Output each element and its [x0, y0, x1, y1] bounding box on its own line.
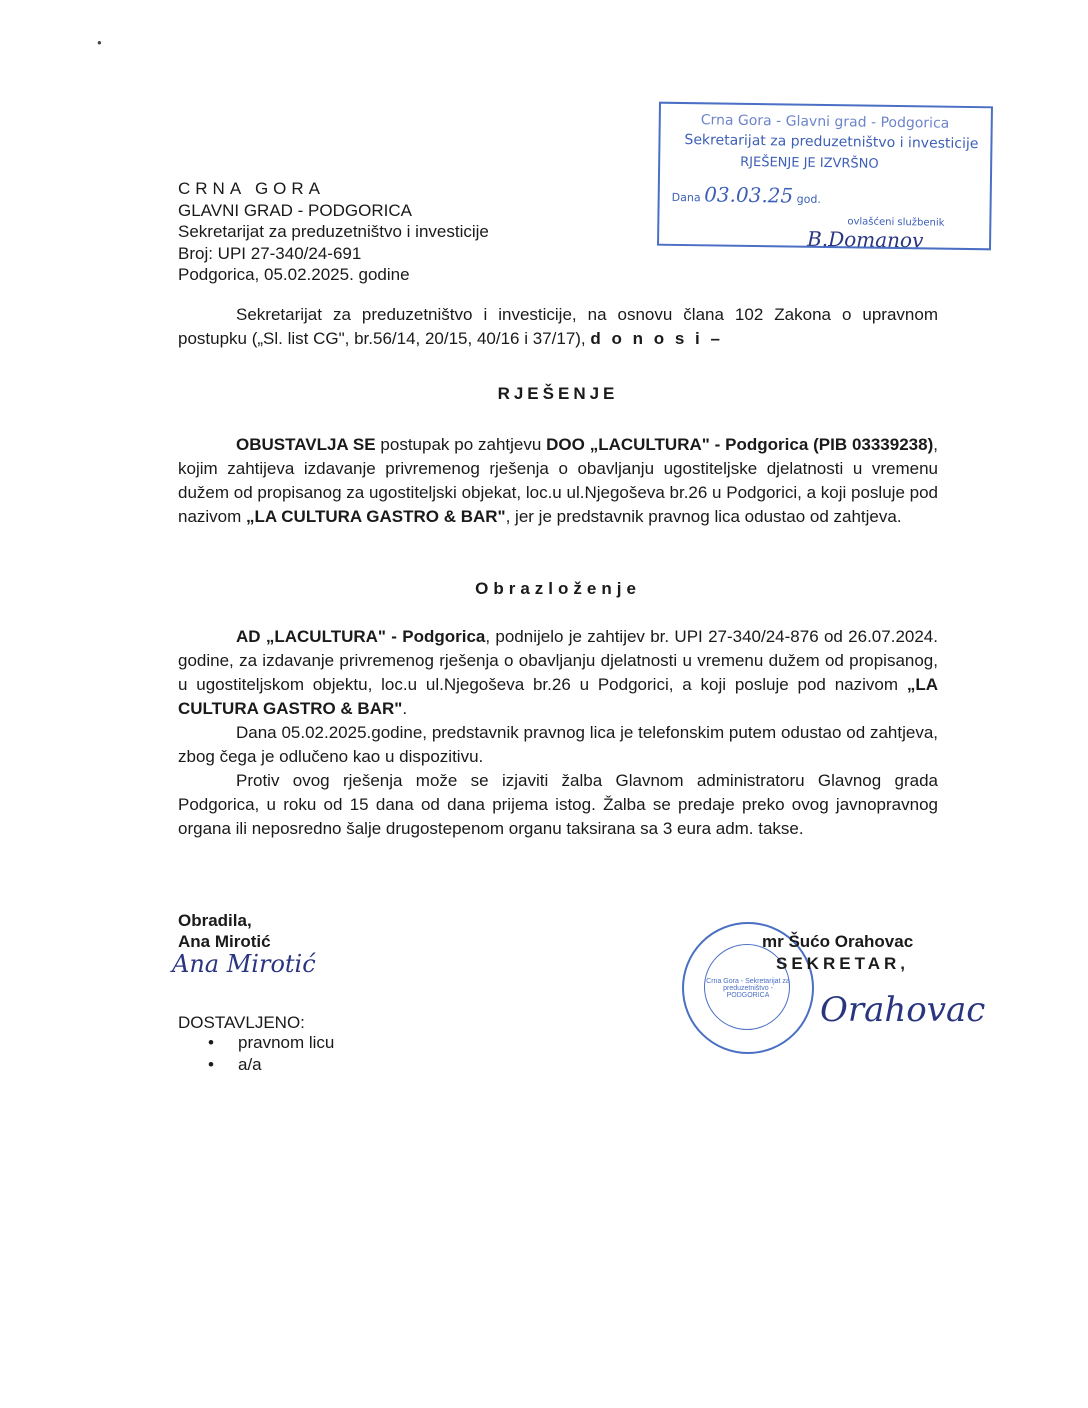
reasoning-title: Obrazloženje: [475, 579, 641, 598]
decision-text-2: , kojim zahtijeva izdavanje privremenog rješenja o obavljanju ugostiteljske djelatnosti u vremenu dužem od propisanog za ugostiteljski objekat, loc.u ul.Njegoševa br.26 u Podgorici, a koji posluje pod nazivom: [178, 435, 938, 526]
header-city: GLAVNI GRAD - PODGORICA: [178, 200, 412, 220]
decision-paragraph: [178, 433, 938, 529]
stamp-date-value: 03.03.25: [704, 182, 794, 208]
decision-text-3: , jer je predstavnik pravnog lica odustao od zahtjeva.: [505, 507, 902, 526]
seal-text: Crna Gora - Sekretarijat za preduzetništvo - PODGORICA: [706, 978, 790, 999]
document-header: [178, 178, 489, 286]
signatory-signature: Orahovac: [820, 990, 986, 1030]
prepared-label: Obradila,: [178, 911, 252, 930]
stamp-god-label: god.: [796, 192, 821, 206]
stamp-official-signature: B.Domanov: [806, 226, 924, 253]
reasoning-text: , podnijelo je zahtijev br. UPI 27-340/24-876 od 26.07.2024. godine, za izdavanje privremenog rješenja o obavljanju djelatnosti u vremenu dužem od propisanog, u ugostiteljskom objektu, loc.u ul.Njegoševa br.26 u Podgorici, a koji posluje pod nazivom: [178, 627, 938, 694]
delivered-item-1: • pravnom licu: [208, 1032, 334, 1054]
stamp-date-label: Dana: [671, 190, 701, 205]
enforceability-stamp: [657, 102, 993, 251]
reasoning-company: AD „LACULTURA" - Podgorica: [236, 627, 486, 646]
prepared-signature: Ana Mirotić: [172, 950, 316, 978]
stamp-line-1: Crna Gora - Glavni grad - Podgorica: [700, 112, 950, 132]
document-title: RJEŠENJE: [497, 384, 619, 403]
reasoning-paragraph-2: Dana 05.02.2025.godine, predstavnik pravnog lica je telefonskim putem odustao od zahtjeva, zbog čega je odlučeno kao u dispozitivu.: [178, 723, 938, 766]
stamp-date: [672, 182, 822, 208]
signatory-title: SEKRETAR,: [776, 954, 909, 973]
reasoning-paragraph-1: [178, 625, 938, 721]
decision-text-1: postupak po zahtjevu: [375, 435, 547, 454]
stamp-official-label: ovlašćeni službenik: [847, 216, 945, 229]
reasoning-venue: „LA CULTURA GASTRO & BAR": [178, 675, 938, 718]
scan-mark: ●: [97, 38, 102, 47]
header-number: Broj: UPI 27-340/24-691: [178, 243, 362, 263]
prepared-name: Ana Mirotić: [178, 932, 271, 951]
stamp-official: [806, 216, 945, 253]
reasoning-end: .: [402, 699, 408, 718]
preamble: [178, 303, 938, 351]
delivered-label: DOSTAVLJENO:: [178, 1013, 305, 1032]
header-place-date: Podgorica, 05.02.2025. godine: [178, 265, 410, 284]
reasoning-paragraph-3: Protiv ovog rješenja može se izjaviti žalba Glavnom administratoru Glavnog grada Podgorica, u roku od 15 dana od dana prijema istog. Žalba se predaje preko ovog javnopravnog organa ili neposredno šalje drugostepenom organu taksirana sa 3 eura adm. takse.: [178, 771, 938, 838]
preamble-donosi: d o n o s i –: [590, 329, 723, 348]
preamble-text: Sekretarijat za preduzetništvo i investicije, na osnovu člana 102 Zakona o upravnom postupku („Sl. list CG", br.56/14, 20/15, 40/16 i 37/17),: [178, 305, 938, 348]
signatory-name: mr Šućo Orahovac: [762, 932, 914, 951]
decision-company: DOO „LACULTURA" - Podgorica (PIB 03339238): [546, 435, 934, 454]
delivered-item-2: • a/a: [208, 1054, 334, 1076]
decision-lead: OBUSTAVLJA SE: [236, 435, 376, 454]
stamp-line-3: RJEŠENJE JE IZVRŠNO: [740, 154, 879, 172]
delivered-list: [208, 1032, 334, 1076]
header-country: CRNA GORA: [178, 179, 326, 198]
header-office: Sekretarijat za preduzetništvo i investicije: [178, 222, 489, 241]
decision-venue: „LA CULTURA GASTRO & BAR": [246, 507, 506, 526]
stamp-line-2: Sekretarijat za preduzetništvo i investicije: [684, 132, 979, 153]
